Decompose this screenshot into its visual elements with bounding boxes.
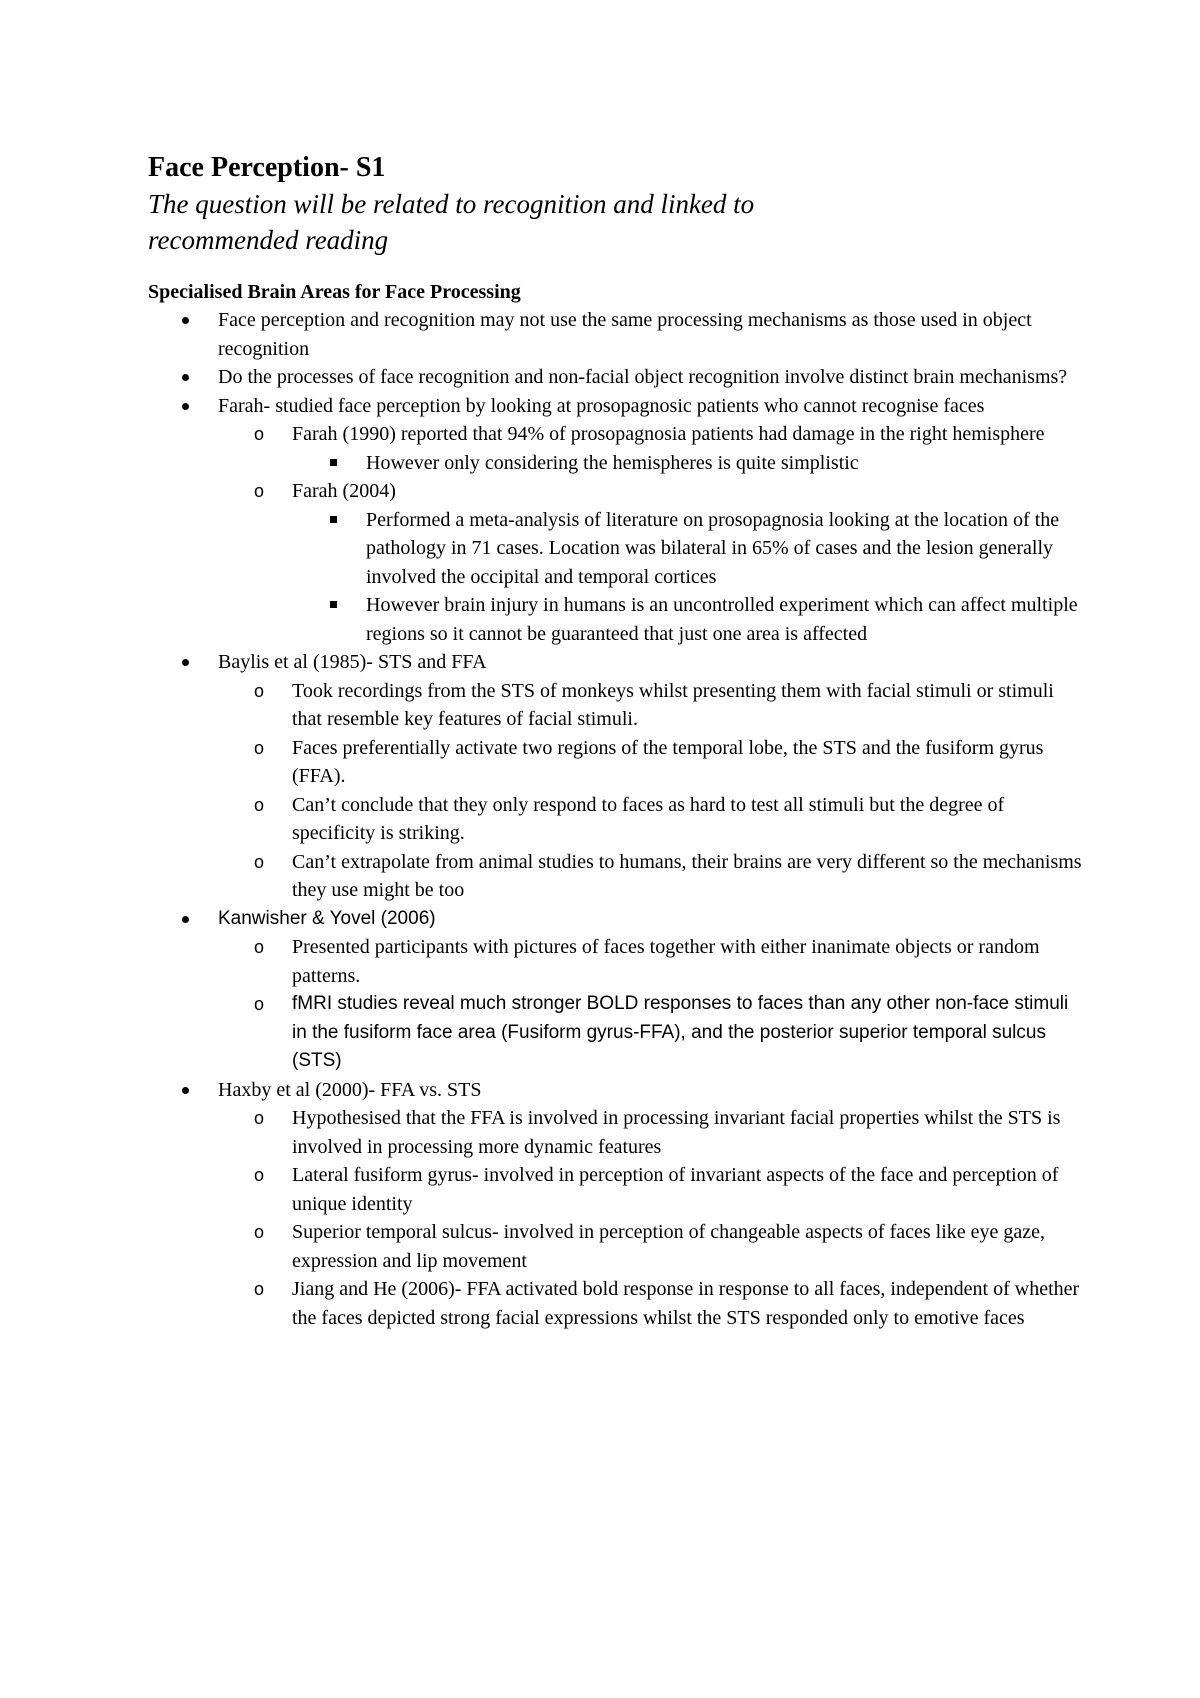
circle-bullet-icon: o bbox=[254, 937, 265, 957]
bullet-dot-icon bbox=[182, 659, 189, 666]
sub-sub-list bbox=[292, 449, 1088, 478]
circle-bullet-icon: o bbox=[254, 680, 265, 701]
bullet-dot-icon bbox=[182, 374, 189, 381]
document-page bbox=[148, 150, 1088, 1332]
sub-list-item bbox=[218, 1104, 1088, 1161]
circle-bullet-icon: o bbox=[254, 1165, 265, 1185]
sub-list-item bbox=[218, 477, 1088, 648]
sub-sub-list-item bbox=[292, 449, 1088, 478]
sub-list bbox=[218, 677, 1088, 905]
sub-list-item-text: Superior temporal sulcus- involved in perception of changeable aspects of faces like eye gaze, expression and lip movement bbox=[292, 1221, 1046, 1272]
sub-list-item bbox=[218, 1161, 1088, 1218]
square-bullet-icon bbox=[330, 459, 337, 466]
sub-list-item bbox=[218, 933, 1088, 990]
list-item bbox=[148, 648, 1088, 905]
sub-list bbox=[218, 1104, 1088, 1332]
list-item-text: Haxby et al (2000)- FFA vs. STS bbox=[218, 1078, 482, 1101]
list-item bbox=[148, 1076, 1088, 1333]
circle-bullet-icon: o bbox=[254, 481, 265, 501]
sub-sub-list bbox=[292, 506, 1088, 649]
sub-list-item-text: Farah (1990) reported that 94% of prosopagnosia patients had damage in the right hemisphere bbox=[292, 423, 1045, 445]
sub-sub-list-item bbox=[292, 506, 1088, 592]
sub-sub-list-item-text: However brain injury in humans is an uncontrolled experiment which can affect multiple regions so it cannot be guaranteed that just one area is affected bbox=[366, 594, 1078, 645]
bullet-list bbox=[148, 306, 1088, 1332]
circle-bullet-icon: o bbox=[254, 737, 265, 758]
sub-list-item bbox=[218, 677, 1088, 734]
square-bullet-icon bbox=[330, 601, 337, 608]
sub-list-item-text: Hypothesised that the FFA is involved in processing invariant facial properties whilst the STS is involved in processing more dynamic features bbox=[292, 1107, 1061, 1158]
sub-list-item-text: fMRI studies reveal much stronger BOLD responses to faces than any other non-face stimuli in the fusiform face area (Fusiform gyrus-FFA), and the posterior superior temporal sulcus (STS) bbox=[292, 993, 1069, 1071]
list-item bbox=[148, 363, 1088, 392]
sub-list-item bbox=[218, 848, 1088, 905]
sub-list-item-text: Lateral fusiform gyrus- involved in perception of invariant aspects of the face and perception of unique identity bbox=[292, 1164, 1059, 1215]
square-bullet-icon bbox=[330, 516, 337, 523]
list-item bbox=[148, 905, 1088, 1076]
circle-bullet-icon: o bbox=[254, 994, 265, 1014]
page-subtitle: The question will be related to recognition and linked to recommended reading bbox=[148, 189, 755, 255]
sub-list-item-text: Faces preferentially activate two regions of the temporal lobe, the STS and the fusiform gyrus (FFA). bbox=[292, 736, 1044, 787]
sub-list-item bbox=[218, 791, 1088, 848]
sub-list-item-text: Can’t extrapolate from animal studies to humans, their brains are very different so the mechanisms they use might be too bbox=[292, 850, 1082, 901]
section-heading: Specialised Brain Areas for Face Processing bbox=[148, 281, 521, 303]
circle-bullet-icon: o bbox=[254, 851, 265, 872]
sub-list-item bbox=[218, 1275, 1088, 1332]
list-item-text: Kanwisher & Yovel (2006) bbox=[218, 907, 436, 929]
bullet-dot-icon bbox=[182, 403, 189, 410]
page-title: Face Perception- S1 bbox=[148, 152, 386, 183]
circle-bullet-icon: o bbox=[254, 1279, 265, 1299]
circle-bullet-icon: o bbox=[254, 794, 265, 815]
sub-list-item-text: Farah (2004) bbox=[292, 480, 396, 502]
list-item-text: Do the processes of face recognition and non-facial object recognition involve distinct brain mechanisms? bbox=[218, 366, 1068, 388]
list-item bbox=[148, 306, 1088, 363]
sub-sub-list-item-text: However only considering the hemispheres is quite simplistic bbox=[366, 451, 859, 474]
bullet-dot-icon bbox=[182, 1087, 189, 1094]
sub-list-item-text: Presented participants with pictures of faces together with either inanimate objects or random patterns. bbox=[292, 936, 1040, 987]
sub-list bbox=[218, 933, 1088, 1076]
sub-list-item bbox=[218, 420, 1088, 477]
bullet-dot-icon bbox=[182, 317, 189, 324]
list-item-text: Farah- studied face perception by looking at prosopagnosic patients who cannot recognise faces bbox=[218, 394, 985, 417]
sub-sub-list-item bbox=[292, 591, 1088, 648]
circle-bullet-icon: o bbox=[254, 424, 265, 444]
list-item bbox=[148, 392, 1088, 649]
circle-bullet-icon: o bbox=[254, 1108, 265, 1128]
sub-list-item-text: Jiang and He (2006)- FFA activated bold response in response to all faces, independent of whether the faces depicted strong facial expressions whilst the STS responded only to emotive faces bbox=[292, 1278, 1080, 1329]
sub-list-item bbox=[218, 1218, 1088, 1275]
sub-list-item bbox=[218, 990, 1088, 1076]
sub-list-item bbox=[218, 734, 1088, 791]
circle-bullet-icon: o bbox=[254, 1222, 265, 1242]
bullet-dot-icon bbox=[182, 916, 189, 923]
list-item-text: Baylis et al (1985)- STS and FFA bbox=[218, 651, 487, 673]
sub-list bbox=[218, 420, 1088, 648]
list-item-text: Face perception and recognition may not use the same processing mechanisms as those used in object recognition bbox=[218, 309, 1032, 360]
sub-list-item-text: Can’t conclude that they only respond to faces as hard to test all stimuli but the degree of specificity is striking. bbox=[292, 793, 1005, 844]
sub-list-item-text: Took recordings from the STS of monkeys whilst presenting them with facial stimuli or stimuli that resemble key features of facial stimuli. bbox=[292, 679, 1054, 730]
sub-sub-list-item-text: Performed a meta-analysis of literature on prosopagnosia looking at the location of the pathology in 71 cases. Location was bilateral in 65% of cases and the lesion generally involved the occipital and temporal cortices bbox=[366, 508, 1060, 588]
